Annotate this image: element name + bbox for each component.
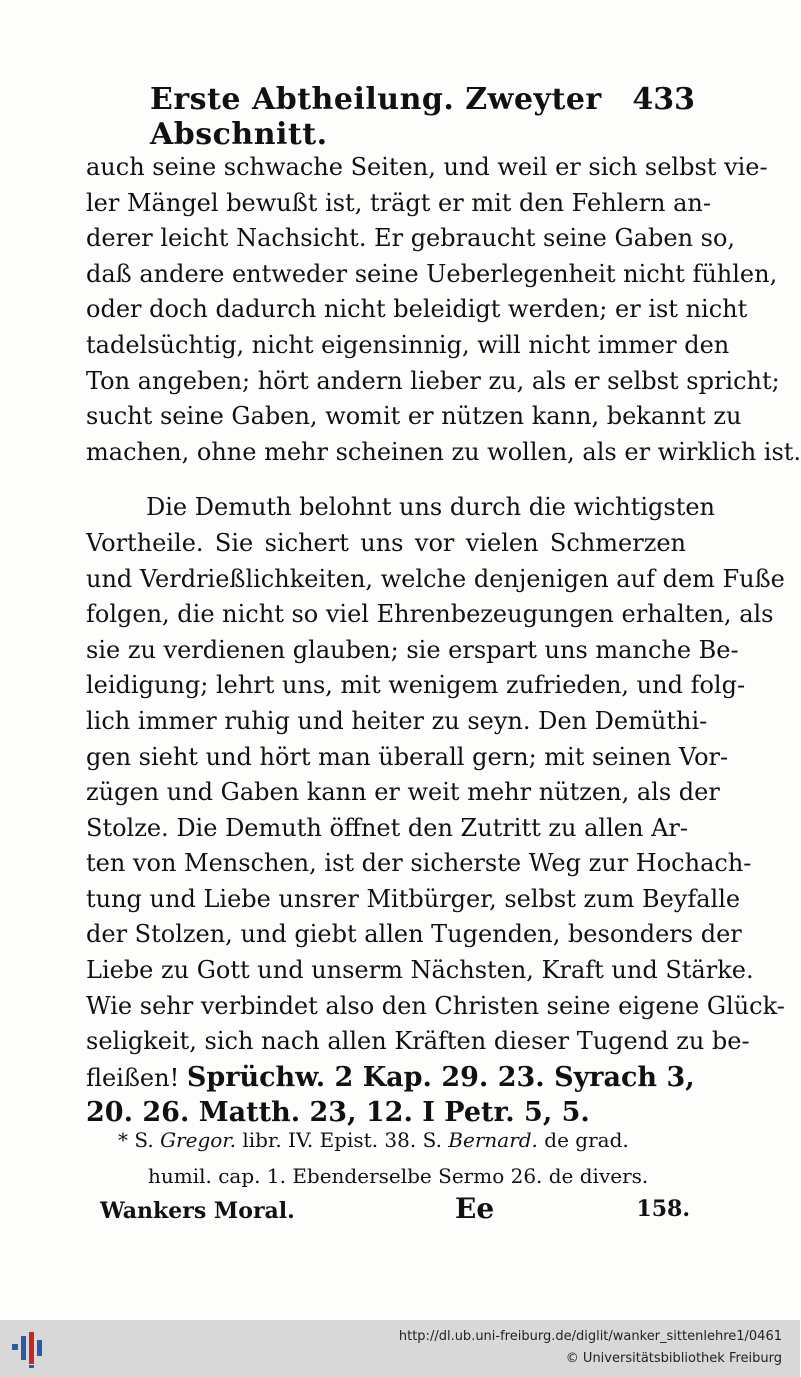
text-line: ler Mängel bewußt ist, trägt er mit den Fehlern an- bbox=[86, 188, 711, 217]
library-logo-icon bbox=[12, 1328, 46, 1368]
text-line: Stolze. Die Demuth öffnet den Zutritt zu allen Ar- bbox=[86, 813, 688, 842]
footnote-text: de grad. bbox=[544, 1128, 629, 1152]
text-line: der Stolzen, und giebt allen Tugenden, besonders der bbox=[86, 920, 742, 949]
footnote bbox=[118, 1122, 693, 1194]
text-line: folgen, die nicht so viel Ehrenbezeugungen erhalten, als bbox=[86, 600, 774, 629]
footnote-marker: * bbox=[118, 1128, 128, 1152]
body-text bbox=[86, 150, 801, 1131]
text-line: tung und Liebe unsrer Mitbürger, selbst zum Beyfalle bbox=[86, 884, 741, 913]
scripture-references-continued: 20. 26. Matth. 23, 12. I Petr. 5, 5. bbox=[86, 1097, 590, 1129]
paragraph-1 bbox=[86, 150, 801, 470]
signature-number: 158. bbox=[636, 1196, 690, 1222]
text-line: ten von Menschen, ist der sicherste Weg zur Hochach- bbox=[86, 849, 752, 878]
scripture-references: Sprüchw. 2 Kap. 29. 23. Syrach 3, bbox=[186, 1061, 695, 1093]
signature-mark: Ee bbox=[455, 1192, 495, 1225]
header-title: Erste Abtheilung. Zweyter Abschnitt. bbox=[150, 82, 602, 152]
footnote-text: libr. IV. Epist. 38. S. bbox=[242, 1128, 442, 1152]
signature-line bbox=[100, 1192, 690, 1232]
footnote-author: Bernard. bbox=[448, 1128, 538, 1152]
footnote-line-1 bbox=[118, 1122, 693, 1158]
text-line bbox=[86, 1060, 695, 1096]
text-line: Die Demuth belohnt uns durch die wichtigsten bbox=[146, 493, 715, 522]
running-header bbox=[150, 82, 695, 152]
text-line: Liebe zu Gott und unserm Nächsten, Kraft und Stärke. bbox=[86, 956, 754, 985]
text-line: sie zu verdienen glauben; sie erspart uns manche Be- bbox=[86, 635, 739, 664]
viewer-footer bbox=[0, 1320, 800, 1377]
footnote-text: S. bbox=[134, 1128, 154, 1152]
text-line: Wie sehr verbindet also den Christen seine eigene Glück- bbox=[86, 991, 785, 1020]
text-line: derer leicht Nachsicht. Er gebraucht seine Gaben so, bbox=[86, 224, 736, 253]
text-line: lich immer ruhig und heiter zu seyn. Den Demüthi- bbox=[86, 706, 708, 735]
signature-title: Wankers Moral. bbox=[100, 1198, 295, 1224]
text-line: machen, ohne mehr scheinen zu wollen, als er wirklich ist. bbox=[86, 437, 801, 466]
paragraph-2 bbox=[86, 490, 785, 1131]
text-line: sucht seine Gaben, womit er nützen kann, bekannt zu bbox=[86, 402, 742, 431]
page-number: 433 bbox=[632, 82, 695, 117]
closing-word: fleißen! bbox=[86, 1063, 180, 1092]
text-line: gen sieht und hört man überall gern; mit seinen Vor- bbox=[86, 742, 729, 771]
text-line: tadelsüchtig, nicht eigensinnig, will nicht immer den bbox=[86, 330, 730, 359]
permalink-url[interactable]: http://dl.ub.uni-freiburg.de/diglit/wanker_sittenlehre1/0461 bbox=[398, 1329, 782, 1344]
text-line: oder doch dadurch nicht beleidigt werden; er ist nicht bbox=[86, 295, 748, 324]
footnote-author: Gregor. bbox=[160, 1128, 237, 1152]
text-line: daß andere entweder seine Ueberlegenheit nicht fühlen, bbox=[86, 259, 778, 288]
text-line: Ton angeben; hört andern lieber zu, als er selbst spricht; bbox=[86, 366, 780, 395]
footnote-line-2: humil. cap. 1. Ebenderselbe Sermo 26. de divers. bbox=[148, 1164, 649, 1188]
text-line: Vortheile. Sie sichert uns vor vielen Schmerzen bbox=[86, 528, 686, 557]
text-line: auch seine schwache Seiten, und weil er sich selbst vie- bbox=[86, 153, 768, 181]
text-line: leidigung; lehrt uns, mit wenigem zufrieden, und folg- bbox=[86, 671, 746, 700]
text-line: zügen und Gaben kann er weit mehr nützen, als der bbox=[86, 778, 720, 807]
copyright-notice: © Universitätsbibliothek Freiburg bbox=[565, 1351, 782, 1366]
text-line: seligkeit, sich nach allen Kräften dieser Tugend zu be- bbox=[86, 1027, 750, 1056]
text-line: und Verdrießlichkeiten, welche denjenigen auf dem Fuße bbox=[86, 564, 785, 593]
